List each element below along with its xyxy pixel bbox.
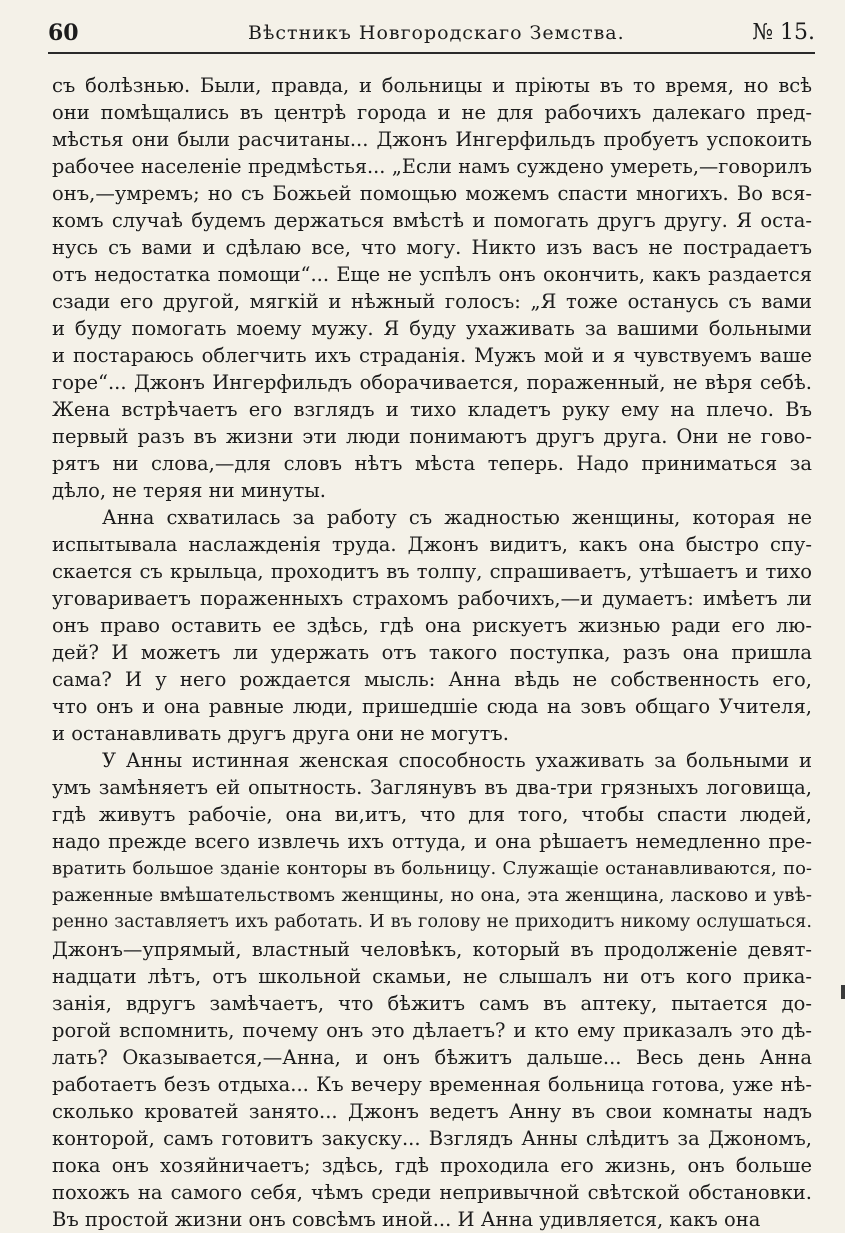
text-line: ренно заставляетъ ихъ работать. И въ голову не приходитъ никому ослушаться. [52, 912, 812, 932]
text-line: пока онъ хозяйничаетъ; здѣсь, гдѣ проходила его жизнь, онъ больше [52, 1154, 812, 1177]
text-line: Анна схватилась за работу съ жадностью женщины, которая не [102, 506, 812, 529]
text-line: онъ право оставить ее здѣсь, гдѣ она рискуетъ жизнью ради его лю- [52, 614, 812, 637]
text-line: рогой вспомнить, почему онъ это дѣлаетъ? и кто ему приказалъ это дѣ- [52, 1019, 812, 1042]
text-line: лать? Оказывается,—Анна, и онъ бѣжитъ дальше... Весь день Анна [52, 1046, 812, 1069]
text-line: что онъ и она равные люди, пришедшіе сюда на зовъ общаго Учителя, [52, 695, 812, 718]
text-line: рятъ ни слова,—для словъ нѣтъ мѣста теперь. Надо приниматься за [52, 452, 812, 475]
text-line: и постараюсь облегчить ихъ страданія. Мужъ мой и я чувствуемъ ваше [52, 344, 812, 367]
text-line: У Анны истинная женская способность ухаживать за больными и [102, 749, 812, 772]
text-line: мѣстья они были расчитаны... Джонъ Ингерфильдъ пробуетъ успокоить [52, 128, 812, 151]
text-line: сама? И у него рождается мысль: Анна вѣдь не собственность его, [52, 668, 812, 691]
text-line: работаетъ безъ отдыха... Къ вечеру временная больница готова, уже нѣ- [52, 1073, 812, 1096]
text-line: и останавливать другъ друга они не могутъ. [52, 722, 509, 745]
journal-title: Вѣстникъ Новгородскаго Земства. [248, 22, 625, 44]
text-line: горе“... Джонъ Ингерфильдъ оборачивается, пораженный, не вѣря себѣ. [52, 371, 812, 394]
text-line: комъ случаѣ будемъ держаться вмѣстѣ и помогать другъ другу. Я оста- [52, 209, 812, 232]
text-line: Джонъ—упрямый, властный человѣкъ, который въ продолженіе девят- [52, 938, 812, 961]
text-line: гдѣ живутъ рабочіе, она ви,итъ, что для того, чтобы спасти людей, [52, 803, 812, 826]
text-line: надо прежде всего извлечь ихъ оттуда, и она рѣшаетъ немедленно пре- [52, 830, 812, 853]
text-line: Въ простой жизни онъ совсѣмъ иной... И Анна удивляется, какъ она [52, 1208, 761, 1231]
text-line: раженные вмѣшательствомъ женщины, но она, эта женщина, ласково и увѣ- [52, 885, 812, 906]
text-line: конторой, самъ готовитъ закуску... Взглядъ Анны слѣдитъ за Джономъ, [52, 1127, 812, 1150]
text-line: сколько кроватей занято... Джонъ ведетъ Анну въ свои комнаты надъ [52, 1100, 812, 1123]
text-line: похожъ на самого себя, чѣмъ среди непривычной свѣтской обстановки. [52, 1181, 812, 1204]
text-line: занія, вдругъ замѣчаетъ, что бѣжитъ самъ въ аптеку, пытается до- [52, 992, 812, 1015]
text-line: первый разъ въ жизни эти люди понимаютъ другъ друга. Они не гово- [52, 425, 812, 448]
text-line: и буду помогать моему мужу. Я буду ухаживать за вашими больными [52, 317, 812, 340]
text-line: онъ,—умремъ; но съ Божьей помощью можемъ спасти многихъ. Во вся- [52, 182, 812, 205]
text-line: испытывала наслажденія труда. Джонъ видитъ, какъ она быстро спу- [52, 533, 812, 556]
text-line: съ болѣзнью. Были, правда, и больницы и пріюты въ то время, но всѣ [52, 74, 812, 97]
text-line: рабочее населеніе предмѣстья... „Если намъ суждено умереть,—говорилъ [52, 155, 812, 178]
text-line: отъ недостатка помощи“... Еще не успѣлъ онъ окончить, какъ раздается [52, 263, 812, 286]
text-line: дѣло, не теряя ни минуты. [52, 479, 326, 502]
text-line: Жена встрѣчаетъ его взглядъ и тихо кладетъ руку ему на плечо. Въ [52, 398, 812, 421]
page-edge-mark [841, 985, 845, 999]
running-header [48, 18, 815, 54]
text-line: скается съ крыльца, проходитъ въ толпу, спрашиваетъ, утѣшаетъ и тихо [52, 560, 812, 583]
page-number: 60 [48, 20, 79, 46]
text-line: они помѣщались въ центрѣ города и не для рабочихъ далекаго пред- [52, 101, 812, 124]
text-line: сзади его другой, мягкій и нѣжный голосъ: „Я тоже останусь съ вами [52, 290, 812, 313]
text-line: дей? И можетъ ли удержать отъ такого поступка, разъ она пришла [52, 641, 812, 664]
text-line: нусь съ вами и сдѣлаю все, что могу. Никто изъ васъ не пострадаетъ [52, 236, 812, 259]
body-text [52, 72, 812, 1233]
issue-number: № 15. [752, 20, 815, 45]
text-line: надцати лѣтъ, отъ школьной скамьи, не слышалъ ни отъ кого прика- [52, 965, 812, 988]
text-line: вратить большое зданіе конторы въ больницу. Служащіе останавливаются, по- [52, 858, 812, 879]
text-line: умъ замѣняетъ ей опытность. Заглянувъ въ два-три грязныхъ логовища, [52, 776, 812, 799]
text-line: уговариваетъ пораженныхъ страхомъ рабочихъ,—и думаетъ: имѣетъ ли [52, 587, 812, 610]
